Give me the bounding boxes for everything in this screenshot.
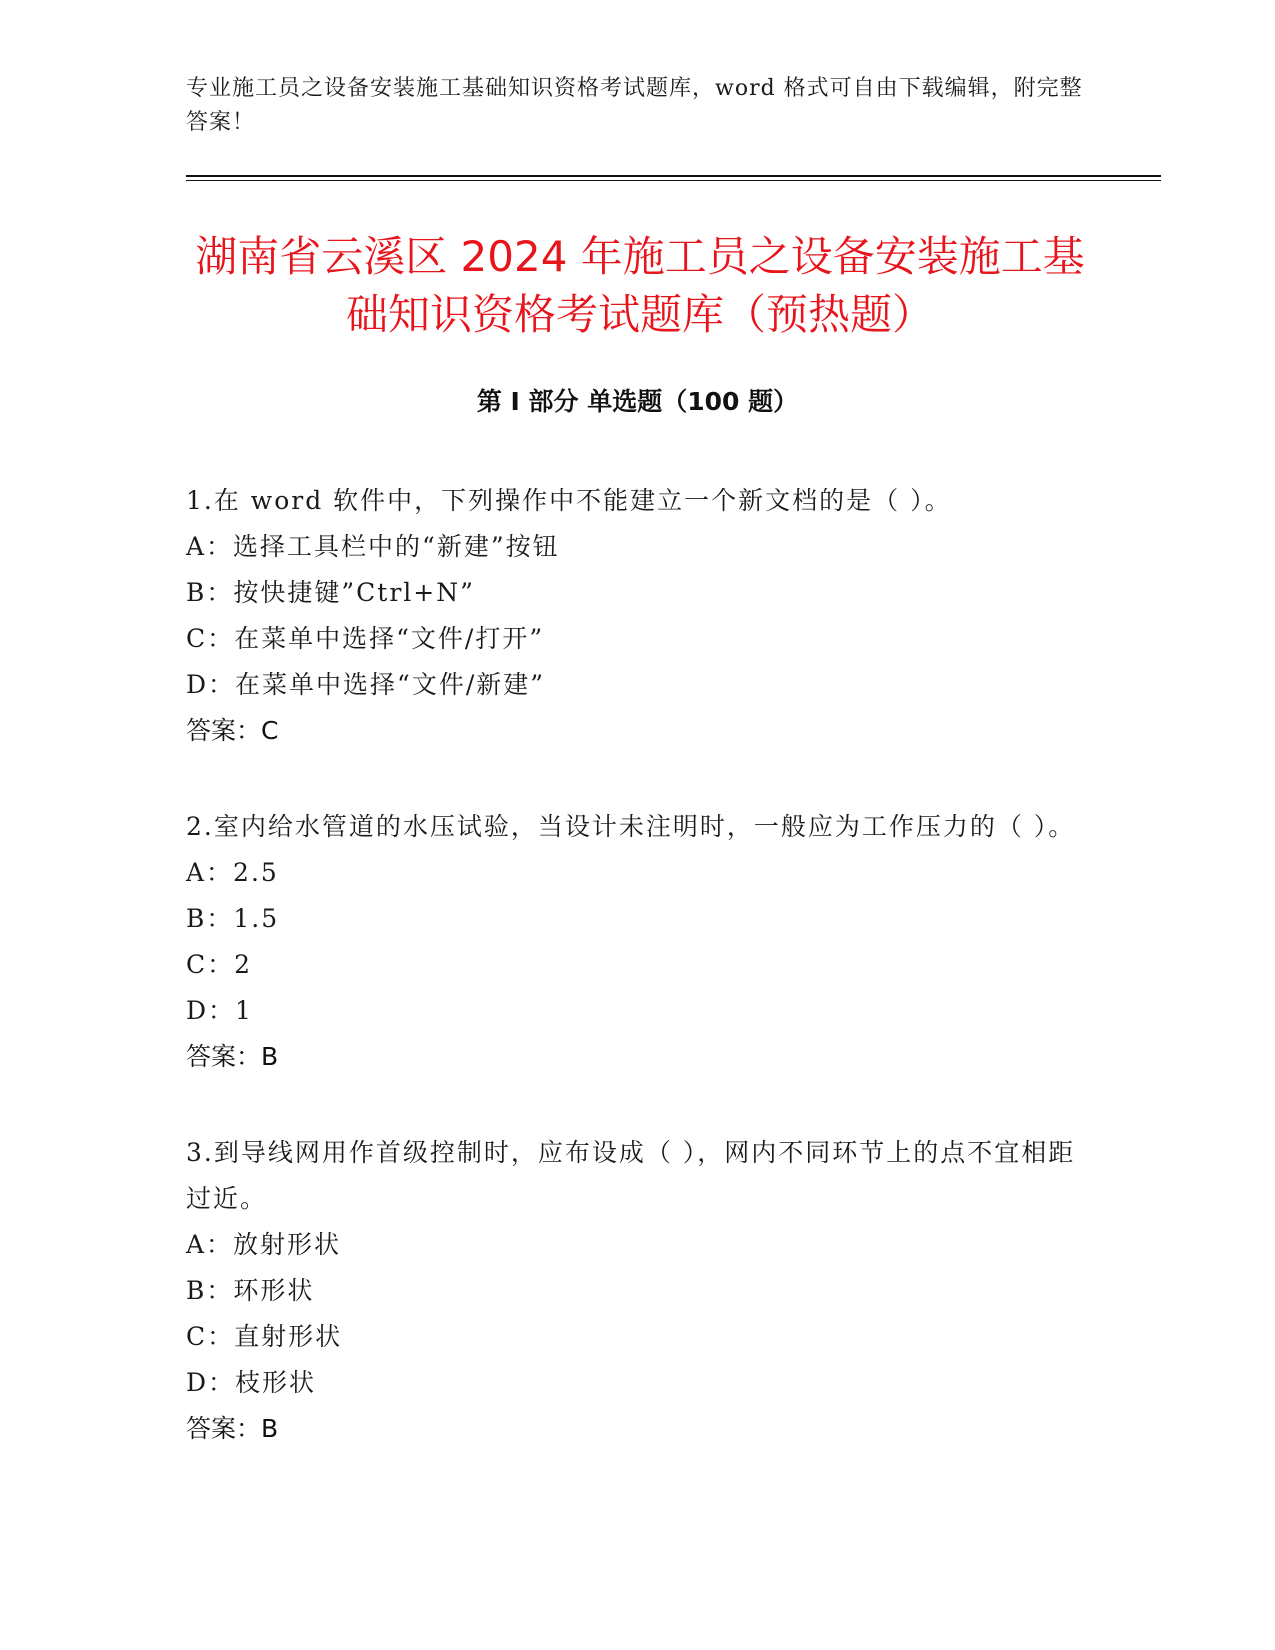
question-item bbox=[186, 804, 1086, 1080]
question-stem: 3.到导线网用作首级控制时，应布设成（ ），网内不同环节上的点不宜相距过近。 bbox=[186, 1138, 1076, 1213]
question-list bbox=[186, 478, 1086, 1502]
header-divider-thick bbox=[186, 175, 1161, 177]
option-c: C：2 bbox=[186, 950, 253, 979]
answer-line: 答案：B bbox=[186, 1414, 279, 1443]
answer-line: 答案：C bbox=[186, 716, 279, 745]
question-stem: 2.室内给水管道的水压试验，当设计未注明时，一般应为工作压力的（ ）。 bbox=[186, 812, 1076, 841]
option-d: D：1 bbox=[186, 996, 253, 1025]
section-heading: 第 I 部分 单选题（100 题） bbox=[476, 387, 799, 416]
option-a: A：放射形状 bbox=[186, 1230, 342, 1259]
option-c: C：在菜单中选择“文件/打开” bbox=[186, 624, 545, 653]
option-b: B：按快捷键”Ctrl+N” bbox=[186, 578, 475, 607]
option-d: D：枝形状 bbox=[186, 1368, 317, 1397]
header-divider-thin bbox=[186, 180, 1161, 181]
option-d: D：在菜单中选择“文件/新建” bbox=[186, 670, 546, 699]
question-stem: 1.在 word 软件中，下列操作中不能建立一个新文档的是（ ）。 bbox=[186, 486, 952, 515]
question-item bbox=[186, 1130, 1086, 1452]
header-note: 专业施工员之设备安装施工基础知识资格考试题库，word 格式可自由下载编辑，附完整答案！ bbox=[186, 76, 1083, 135]
answer-line: 答案：B bbox=[186, 1042, 279, 1071]
option-a: A：2.5 bbox=[186, 858, 279, 887]
question-item bbox=[186, 478, 1086, 754]
document-title: 湖南省云溪区 2024 年施工员之设备安装施工基础知识资格考试题库（预热题） bbox=[195, 232, 1085, 339]
option-a: A：选择工具栏中的“新建”按钮 bbox=[186, 532, 560, 561]
option-c: C：直射形状 bbox=[186, 1322, 343, 1351]
option-b: B：环形状 bbox=[186, 1276, 315, 1305]
option-b: B：1.5 bbox=[186, 904, 280, 933]
